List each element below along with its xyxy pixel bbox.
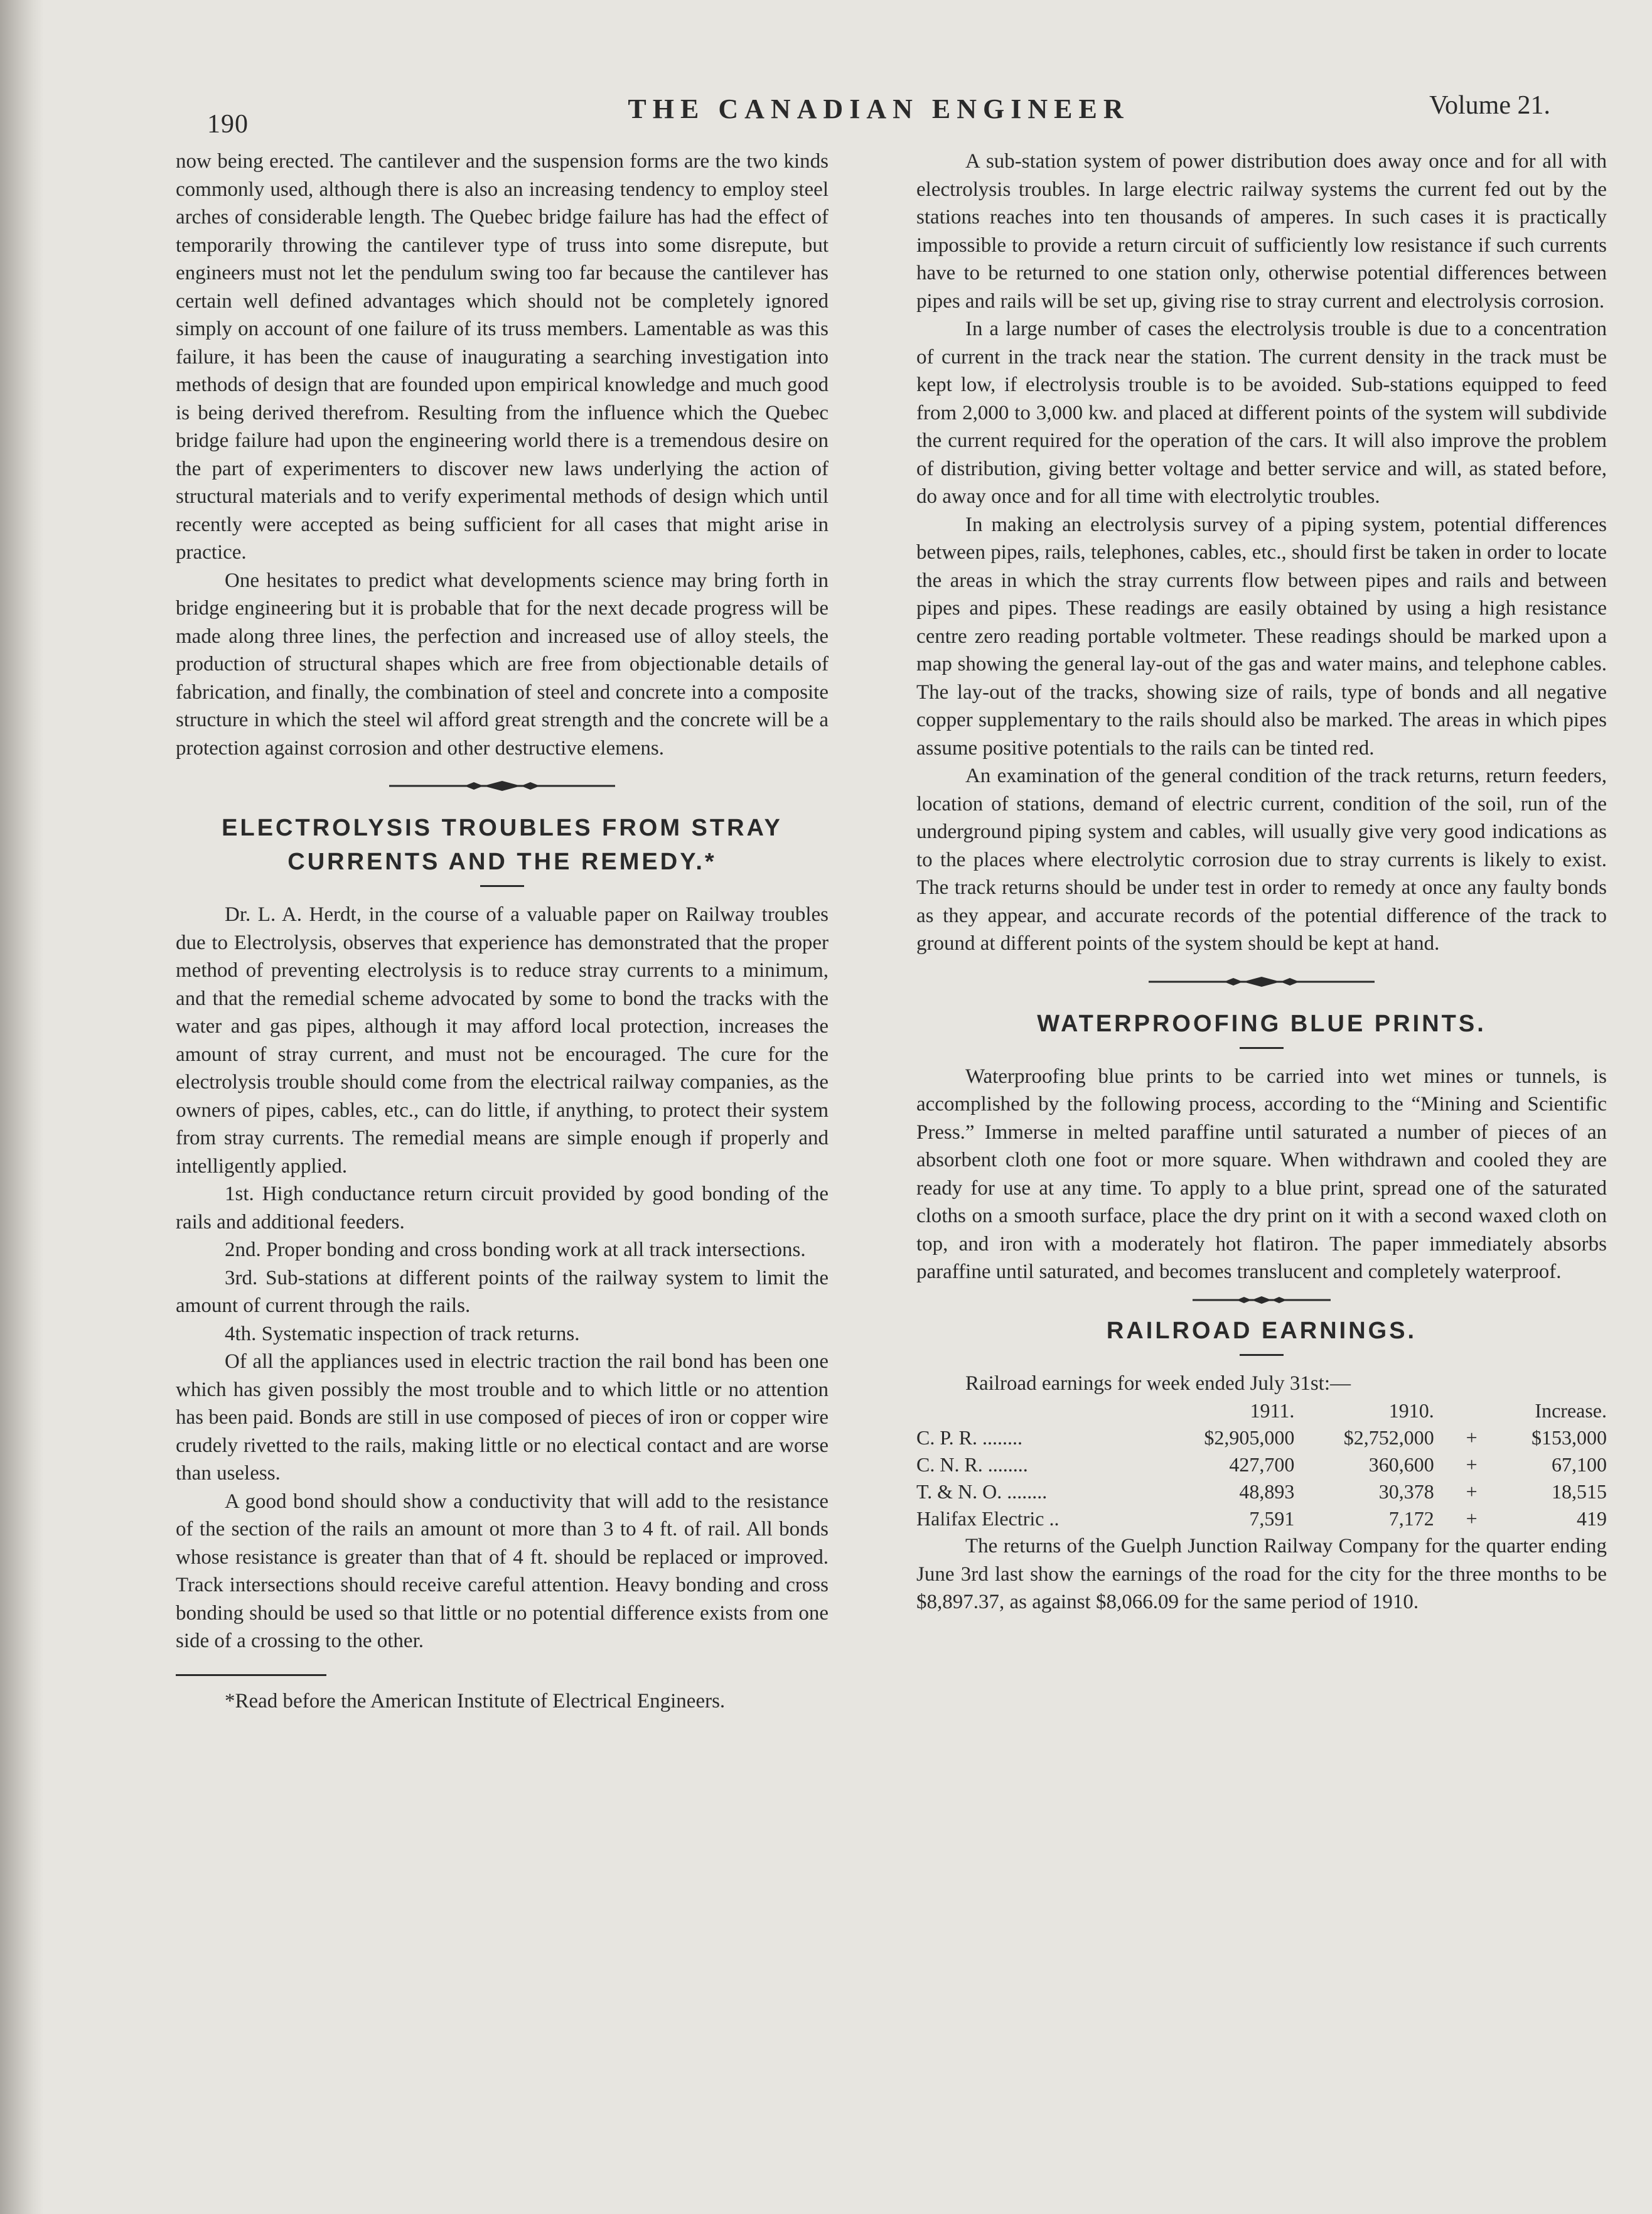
ornamental-divider	[176, 780, 829, 792]
increase-sign: +	[1466, 1480, 1478, 1503]
earnings-table	[916, 1397, 1607, 1532]
electrolysis-paragraph: Of all the appliances used in electric traction the rail bond has been one which has given possibly the most trouble and to which little or no attention has been paid. Bonds are still in use composed of pieces of iron or copper wire crudely rivetted to the rails, making little or no electical contact and are worse than useless.	[176, 1350, 829, 1485]
left-column	[176, 148, 829, 1715]
table-row	[916, 1505, 1607, 1532]
electrolysis-paragraph: In making an electrolysis survey of a piping system, potential differences between pipes, rails, telephones, cables, etc., should first be taken in order to locate the areas in which the stray currents flow between pipes and rails and between pipes and pipes. These readings are easily obtained by using a high resistance centre zero reading portable voltmeter. These readings should be marked upon a map showing the general lay-out of the gas and water mains, and telephone cables. The lay-out of the tracks, showing size of rails, type of bonds and all negative copper supplementary to the rails should also be marked. The areas in which pipes assume positive potentials to the rails can be tinted red.	[916, 513, 1607, 760]
ornamental-divider	[916, 975, 1607, 988]
table-row	[916, 1451, 1607, 1478]
waterproofing-paragraph: Waterproofing blue prints to be carried into wet mines or tunnels, is accomplished by the following process, according to the “Mining and Scientific Press.” Immerse in melted paraffine until saturated a number of pieces of an absorbent cloth one foot or more square. When withdrawn and cooled they are ready for use at any time. To apply to a blue print, spread one of the saturated cloths on a smooth surface, place the dry print on it with a second waxed cloth on top, and iron with a moderately hot flatiron. The paper immediately absorbs paraffine until saturated, and becomes translucent and completely waterproof.	[916, 1065, 1607, 1283]
journal-title: THE CANADIAN ENGINEER	[628, 94, 1130, 124]
railroad-closing: The returns of the Guelph Junction Railway Company for the quarter ending June 3rd last show the earnings of the road for the city for the three months to be $8,897.37, as against $8,066.09 for the same period of 1910.	[916, 1535, 1607, 1613]
bridge-paragraph: now being erected. The cantilever and the suspension forms are the two kinds commonly used, although there is also an increasing tendency to employ steel arches of considerable length. The Quebec bridge failure has had the effect of temporarily throwing the cantilever type of truss into some disrepute, but engineers must not let the pendulum swing too far because the cantilever has certain well defined advantages which should not be completely ignored simply on account of one failure of its truss members. Lamentable as was this failure, it has been the cause of inaugurating a searching investigation into methods of design that are founded upon empirical knowledge and much good is being derived therefrom. Resulting from the influence which the Quebec bridge failure had upon the engineering world there is a tremendous desire on the part of experimenters to discover new laws underlying the action of structural materials and to verify experimental methods of design which until recently were accepted as being sufficient for all cases that might arise in practice.	[176, 150, 829, 564]
title-rule	[480, 885, 524, 887]
header-cell: 1911.	[1250, 1399, 1295, 1422]
earnings-1911: 7,591	[1249, 1507, 1295, 1530]
earnings-1910: $2,752,000	[1343, 1426, 1434, 1449]
table-row	[916, 1478, 1607, 1505]
remedy-item: 1st. High conductance return circuit provided by good bonding of the rails and additional feeders.	[176, 1183, 829, 1233]
increase-value: 419	[1577, 1507, 1607, 1530]
remedy-item: 2nd. Proper bonding and cross bonding work at all track intersections.	[225, 1239, 806, 1261]
header-cell	[1434, 1397, 1491, 1424]
railroad-title: RAILROAD EARNINGS.	[1106, 1317, 1417, 1344]
earnings-1911: $2,905,000	[1204, 1426, 1295, 1449]
increase-value: 67,100	[1552, 1453, 1607, 1476]
table-row	[916, 1424, 1607, 1451]
increase-value: 18,515	[1552, 1480, 1607, 1503]
header-cell: 1910.	[1388, 1399, 1434, 1422]
header-cell	[916, 1397, 1155, 1424]
earnings-1911: 427,700	[1229, 1453, 1295, 1476]
right-column	[916, 148, 1607, 1616]
ornamental-divider	[916, 1295, 1607, 1305]
earnings-1910: 360,600	[1368, 1453, 1434, 1476]
increase-value: $153,000	[1531, 1426, 1607, 1449]
page-header	[207, 88, 1550, 139]
title-rule	[1240, 1354, 1284, 1356]
increase-sign: +	[1466, 1426, 1478, 1449]
earnings-1910: 7,172	[1388, 1507, 1434, 1530]
road-name: C. N. R. ........	[916, 1453, 1028, 1476]
electrolysis-paragraph: An examination of the general condition of the track returns, return feeders, location of stations, demand of electric current, condition of the soil, run of the underground piping system and cables, will usually give very good indications as to the places where electrolytic corrosion due to stray currents is likely to exist. The track returns should be under test in order to remedy at once any faulty bonds as they appear, and accurate records of the potential difference of the track to ground at different points of the system should be kept at hand.	[916, 765, 1607, 955]
waterproofing-title: WATERPROOFING BLUE PRINTS.	[1037, 1010, 1486, 1037]
footnote: *Read before the American Institute of Electrical Engineers.	[225, 1689, 726, 1712]
remedy-item: 4th. Systematic inspection of track returns.	[225, 1322, 580, 1345]
electrolysis-paragraph: Dr. L. A. Herdt, in the course of a valuable paper on Railway troubles due to Electrolysis, observes that experience has demonstrated that the proper method of preventing electrolysis is to reduce stray currents to a minimum, and that the remedial scheme advocated by some to bond the tracks with the water and gas pipes, although it may afford local protection, increases the amount of stray current, and must not be encouraged. The cure for the electrolysis trouble should come from the electrical railway companies, as the owners of pipes, cables, etc., can do little, if anything, to protect their system from stray currents. The remedial means are simple enough if properly and intelligently applied.	[176, 903, 829, 1178]
electrolysis-paragraph: A good bond should show a conductivity that will add to the resistance of the section of the rails an amount ot more than 3 to 4 ft. of rail. All bonds whose resistance is greater than that of 4 ft. should be replaced or improved. Track intersections should receive careful attention. Heavy bonding and cross bonding should be used so that little or no potential difference exists from one side of a crossing to the other.	[176, 1490, 829, 1652]
earnings-1911: 48,893	[1239, 1480, 1295, 1503]
bridge-paragraph: One hesitates to predict what developments science may bring forth in bridge engineering but it is probable that for the next decade progress will be made along three lines, the perfection and increased use of alloy steels, the production of structural shapes which are free from objectionable details of fabrication, and finally, the combination of steel and concrete into a composite structure in which the steel wil afford great strength and the concrete will be a protection against corrosion and other destructive elemens.	[176, 569, 829, 760]
electrolysis-paragraph: A sub-station system of power distribution does away once and for all with electrolysis troubles. In large electric railway systems the current fed out by the stations reaches into ten thousands of amperes. In such cases it is practically impossible to provide a return circuit of sufficiently low resistance if such currents have to be returned to one station only, otherwise potential differences between pipes and rails will be set up, giving rise to stray current and electrolysis corrosion.	[916, 150, 1607, 313]
increase-sign: +	[1466, 1507, 1478, 1530]
title-rule	[1240, 1047, 1284, 1049]
electrolysis-title: ELECTROLYSIS TROUBLES FROM STRAY CURRENTS AND THE REMEDY.*	[222, 815, 783, 875]
increase-sign: +	[1466, 1453, 1478, 1476]
volume-label: Volume 21.	[1429, 91, 1550, 120]
page-binding-edge	[0, 0, 44, 2214]
remedy-item: 3rd. Sub-stations at different points of the railway system to limit the amount of current through the rails.	[176, 1266, 829, 1317]
electrolysis-paragraph: In a large number of cases the electrolysis trouble is due to a concentration of current in the track near the station. The current density in the track must be kept low, if electrolysis trouble is to be avoided. Sub-stations equipped to feed from 2,000 to 3,000 kw. and placed at different points of the system will subdivide the current required for the operation of the cars. It will also improve the problem of distribution, giving better voltage and better service and will, as stated before, do away once and for all time with electrolytic troubles.	[916, 318, 1607, 508]
footnote-rule	[176, 1674, 326, 1676]
table-header-row	[916, 1397, 1607, 1424]
earnings-1910: 30,378	[1378, 1480, 1434, 1503]
road-name: Halifax Electric ..	[916, 1507, 1059, 1530]
header-cell: Increase.	[1535, 1399, 1607, 1422]
road-name: T. & N. O. ........	[916, 1480, 1048, 1503]
railroad-intro: Railroad earnings for week ended July 31st:—	[965, 1372, 1351, 1395]
page-number: 190	[207, 110, 249, 139]
road-name: C. P. R. ........	[916, 1426, 1022, 1449]
